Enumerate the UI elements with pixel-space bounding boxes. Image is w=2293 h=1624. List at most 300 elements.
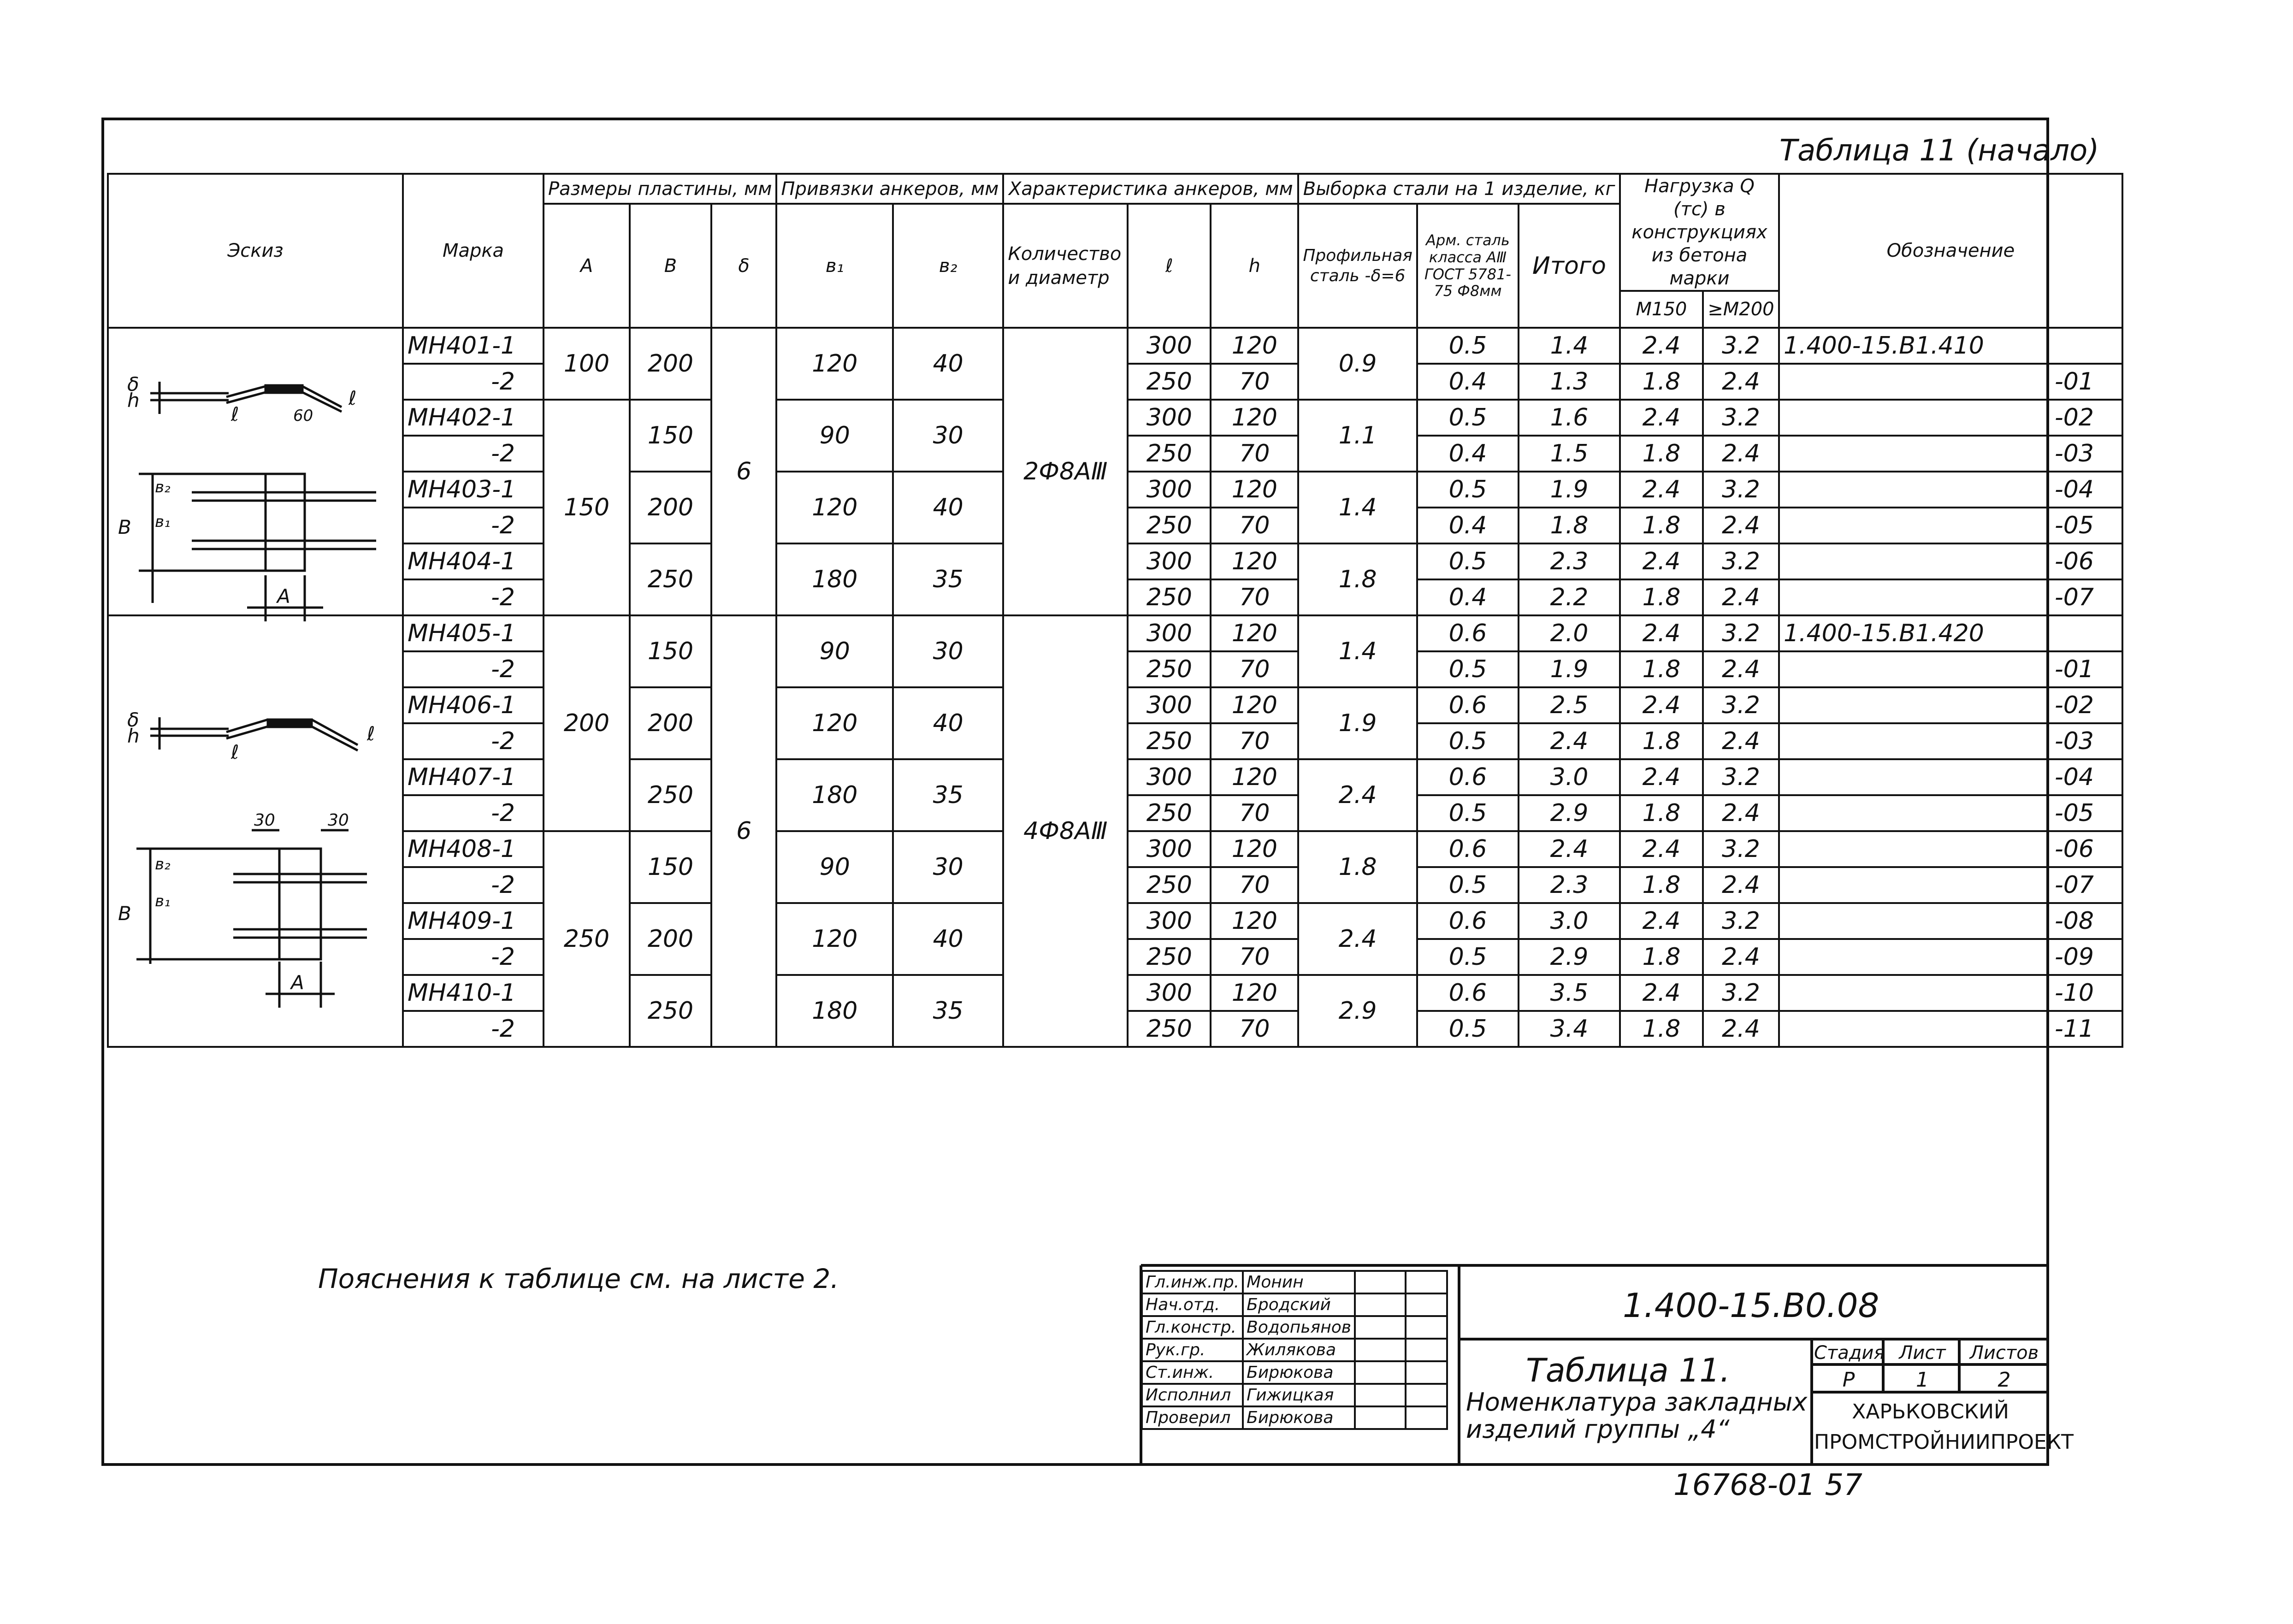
cell-designation: -01 [1779,651,2122,687]
header-A: А [544,204,630,328]
sketch2-b1-label: в₁ [155,892,171,910]
signature-row [1142,1361,1447,1384]
cell-l: 300 [1128,759,1211,795]
cell-m200: 3.2 [1703,472,1779,508]
cell-l: 300 [1128,615,1211,651]
cell-designation: -10 [1779,975,2122,1011]
cell-mark: -2 [403,364,544,400]
sheet-label: Лист [1899,1342,1946,1364]
cell-m200: 3.2 [1703,328,1779,364]
sketch2-B-label: В [118,902,131,925]
header-B: В [630,204,711,328]
cell-designation: -07 [1779,579,2122,615]
cell-m150: 1.8 [1620,867,1703,903]
cell-m150: 1.8 [1620,508,1703,543]
cell-designation: -03 [1779,723,2122,759]
cell-m200: 3.2 [1703,759,1779,795]
cell-mark: -2 [403,1011,544,1047]
cell-profile: 1.8 [1298,543,1417,615]
cell-armsteel: 0.5 [1417,795,1519,831]
cell-l: 250 [1128,651,1211,687]
header-l: ℓ [1128,204,1211,328]
cell-m200: 2.4 [1703,579,1779,615]
cell-b1: 120 [776,903,893,975]
cell-designation: -06 [1779,543,2122,579]
cell-armsteel: 0.4 [1417,508,1519,543]
cell-total: 3.5 [1519,975,1620,1011]
cell-m200: 2.4 [1703,651,1779,687]
cell-mark: МН410-1 [403,975,544,1011]
cell-h: 70 [1211,364,1298,400]
cell-m200: 2.4 [1703,867,1779,903]
sketch1-angle-label: 60 [293,407,313,425]
cell-profile: 1.4 [1298,615,1417,687]
cell-m200: 3.2 [1703,400,1779,436]
cell-b1: 120 [776,687,893,759]
cell-h: 120 [1211,472,1298,508]
cell-m150: 2.4 [1620,903,1703,939]
header-delta: δ [711,204,777,328]
cell-mark: -2 [403,651,544,687]
cell-l: 250 [1128,867,1211,903]
cell-mark: МН404-1 [403,543,544,579]
cell-A: 100 [544,328,630,400]
signature-name: Монин [1243,1271,1355,1293]
cell-b2: 35 [893,759,1003,831]
cell-designation: -01 [1779,364,2122,400]
header-designation: Обозначение [1779,174,2122,328]
cell-B: 200 [630,472,711,543]
cell-designation: -04 [1779,759,2122,795]
cell-anchors: 4Ф8АⅢ [1003,615,1128,1047]
cell-delta: 6 [711,615,777,1047]
cell-mark: -2 [403,795,544,831]
signature-date [1406,1271,1447,1293]
signature-role: Гл.инж.пр. [1142,1271,1243,1293]
cell-h: 120 [1211,903,1298,939]
cell-armsteel: 0.5 [1417,1011,1519,1047]
cell-m200: 3.2 [1703,975,1779,1011]
signature-name: Водопьянов [1243,1316,1355,1339]
cell-l: 300 [1128,831,1211,867]
cell-armsteel: 0.6 [1417,759,1519,795]
cell-h: 70 [1211,436,1298,472]
cell-m200: 2.4 [1703,939,1779,975]
signature-row [1142,1271,1447,1293]
cell-mark: -2 [403,579,544,615]
cell-l: 250 [1128,364,1211,400]
cell-armsteel: 0.4 [1417,364,1519,400]
cell-total: 3.0 [1519,759,1620,795]
cell-b2: 35 [893,543,1003,615]
signature-mark [1355,1339,1406,1361]
cell-h: 70 [1211,939,1298,975]
cell-designation: -04 [1779,472,2122,508]
cell-total: 2.3 [1519,867,1620,903]
cell-total: 3.0 [1519,903,1620,939]
sketch2-delta-label: δ [127,709,139,731]
cell-m150: 1.8 [1620,364,1703,400]
signature-block [1141,1270,1448,1430]
cell-l: 300 [1128,543,1211,579]
cell-total: 1.9 [1519,651,1620,687]
cell-designation: -08 [1779,903,2122,939]
cell-armsteel: 0.6 [1417,975,1519,1011]
cell-b2: 30 [893,615,1003,687]
cell-armsteel: 0.6 [1417,903,1519,939]
header-steel-group: Выборка стали на 1 изделие, кг [1298,174,1620,204]
cell-mark: -2 [403,508,544,543]
cell-mark: МН403-1 [403,472,544,508]
cell-m200: 2.4 [1703,436,1779,472]
organization [1814,1397,2074,1458]
cell-m150: 2.4 [1620,400,1703,436]
cell-total: 2.3 [1519,543,1620,579]
cell-mark: МН409-1 [403,903,544,939]
cell-m150: 1.8 [1620,651,1703,687]
cell-h: 120 [1211,687,1298,723]
sheet-value: 1 [1916,1368,1929,1392]
cell-designation: 1.400-15.В1.410 [1779,328,2122,364]
cell-m150: 2.4 [1620,472,1703,508]
cell-b1: 90 [776,831,893,903]
stage-label: Стадия [1814,1342,1885,1364]
cell-profile: 1.1 [1298,400,1417,472]
sheets-label: Листов [1969,1342,2039,1364]
cell-total: 1.4 [1519,328,1620,364]
cell-b2: 40 [893,687,1003,759]
cell-m150: 2.4 [1620,831,1703,867]
cell-total: 2.4 [1519,831,1620,867]
sketch2-b2-label: в₂ [155,855,171,874]
header-m200: ≥М200 [1703,291,1779,328]
header-m150: М150 [1620,291,1703,328]
cell-mark: -2 [403,723,544,759]
cell-l: 300 [1128,975,1211,1011]
cell-h: 120 [1211,975,1298,1011]
sketch2-A-label: А [291,971,304,994]
sheets-value: 2 [1998,1368,2011,1392]
cell-l: 300 [1128,687,1211,723]
cell-B: 250 [630,975,711,1047]
cell-l: 300 [1128,328,1211,364]
cell-designation: -05 [1779,795,2122,831]
cell-total: 1.5 [1519,436,1620,472]
cell-b2: 40 [893,328,1003,400]
cell-m200: 2.4 [1703,723,1779,759]
cell-b1: 90 [776,615,893,687]
cell-b1: 180 [776,543,893,615]
cell-total: 2.5 [1519,687,1620,723]
cell-b2: 30 [893,400,1003,472]
cell-m200: 2.4 [1703,795,1779,831]
signature-date [1406,1361,1447,1384]
signature-mark [1355,1316,1406,1339]
sketch1-l2-label: ℓ [349,387,357,409]
cell-designation: -02 [1779,687,2122,723]
cell-h: 70 [1211,795,1298,831]
signature-row [1142,1384,1447,1406]
cell-m200: 2.4 [1703,1011,1779,1047]
cell-m150: 1.8 [1620,436,1703,472]
cell-anchors: 2Ф8АⅢ [1003,328,1128,615]
signature-role: Исполнил [1142,1384,1243,1406]
cell-m150: 2.4 [1620,615,1703,651]
sheet-title [1466,1353,1807,1443]
cell-h: 70 [1211,508,1298,543]
cell-profile: 1.9 [1298,687,1417,759]
cell-armsteel: 0.5 [1417,651,1519,687]
cell-A: 150 [544,400,630,615]
cell-armsteel: 0.5 [1417,939,1519,975]
cell-total: 2.9 [1519,795,1620,831]
cell-armsteel: 0.5 [1417,328,1519,364]
signature-name: Жилякова [1243,1339,1355,1361]
cell-b2: 40 [893,472,1003,543]
signature-role: Нач.отд. [1142,1293,1243,1316]
cell-m200: 3.2 [1703,615,1779,651]
signature-name: Бирюкова [1243,1406,1355,1429]
cell-b2: 35 [893,975,1003,1047]
signature-row [1142,1339,1447,1361]
cell-l: 250 [1128,1011,1211,1047]
header-armsteel: Арм. сталь класса АⅢ ГОСТ 5781-75 Ф8мм [1417,204,1519,328]
sheet-title-line3: изделий группы „4“ [1466,1415,1730,1444]
signature-mark [1355,1271,1406,1293]
cell-b2: 30 [893,831,1003,903]
cell-B: 150 [630,400,711,472]
header-sketch: Эскиз [108,174,403,328]
cell-B: 200 [630,687,711,759]
header-load-group: Нагрузка Q (тс) в конструкциях из бетона марки [1620,174,1779,291]
cell-m200: 2.4 [1703,364,1779,400]
table-note: Пояснения к таблице см. на листе 2. [318,1263,839,1294]
cell-B: 200 [630,903,711,975]
header-b2: в₂ [893,204,1003,328]
cell-h: 120 [1211,615,1298,651]
signature-date [1406,1339,1447,1361]
cell-m150: 2.4 [1620,543,1703,579]
signature-role: Ст.инж. [1142,1361,1243,1384]
cell-armsteel: 0.5 [1417,543,1519,579]
cell-mark: МН402-1 [403,400,544,436]
document-number: 1.400-15.В0.08 [1623,1286,1879,1325]
cell-h: 120 [1211,759,1298,795]
cell-h: 70 [1211,867,1298,903]
cell-armsteel: 0.4 [1417,436,1519,472]
cell-mark: МН408-1 [403,831,544,867]
cell-mark: МН401-1 [403,328,544,364]
cell-total: 2.0 [1519,615,1620,651]
cell-A: 200 [544,615,630,831]
cell-h: 70 [1211,651,1298,687]
cell-m200: 3.2 [1703,543,1779,579]
cell-l: 300 [1128,903,1211,939]
cell-total: 1.9 [1519,472,1620,508]
sketch1-A-label: А [277,585,290,608]
table-caption: Таблица 11 (начало) [1779,134,2099,168]
cell-l: 250 [1128,795,1211,831]
cell-B: 150 [630,615,711,687]
cell-B: 200 [630,328,711,400]
cell-m200: 3.2 [1703,903,1779,939]
cell-m150: 1.8 [1620,1011,1703,1047]
signature-date [1406,1406,1447,1429]
header-qty: Количество и диаметр [1003,204,1128,328]
signature-mark [1355,1361,1406,1384]
signature-date [1406,1293,1447,1316]
cell-total: 3.4 [1519,1011,1620,1047]
signature-name: Бирюкова [1243,1361,1355,1384]
cell-B: 250 [630,543,711,615]
sketch2-l2-label: ℓ [367,722,375,745]
organization-line1: ХАРЬКОВСКИЙ [1852,1400,2009,1423]
signature-role: Проверил [1142,1406,1243,1429]
cell-armsteel: 0.5 [1417,400,1519,436]
cell-armsteel: 0.5 [1417,723,1519,759]
stage-value: Р [1842,1368,1855,1392]
cell-designation: -09 [1779,939,2122,975]
signature-mark [1355,1406,1406,1429]
sketch2-l-label: ℓ [231,741,239,763]
cell-B: 250 [630,759,711,831]
cell-profile: 1.8 [1298,831,1417,903]
cell-armsteel: 0.6 [1417,831,1519,867]
sketch1-B-label: В [118,516,131,538]
header-total: Итого [1519,204,1620,328]
cell-h: 120 [1211,543,1298,579]
cell-l: 300 [1128,472,1211,508]
organization-line2: ПРОМСТРОЙНИИПРОЕКТ [1814,1430,2074,1454]
cell-m200: 2.4 [1703,508,1779,543]
cell-B: 150 [630,831,711,903]
cell-profile: 1.4 [1298,472,1417,543]
sketch2-30a-label: 30 [254,811,275,830]
cell-mark: -2 [403,939,544,975]
cell-A: 250 [544,831,630,1047]
sheet-title-line1: Таблица 11. [1526,1352,1731,1389]
cell-h: 70 [1211,1011,1298,1047]
cell-m150: 1.8 [1620,939,1703,975]
header-profile: Профильная сталь -δ=6 [1298,204,1417,328]
cell-m150: 2.4 [1620,687,1703,723]
signature-date [1406,1384,1447,1406]
cell-b1: 90 [776,400,893,472]
signature-name: Гижицкая [1243,1384,1355,1406]
cell-l: 250 [1128,579,1211,615]
sketch1-b1-label: в₁ [155,513,171,531]
cell-total: 1.6 [1519,400,1620,436]
cell-total: 2.2 [1519,579,1620,615]
cell-profile: 2.4 [1298,759,1417,831]
cell-m150: 2.4 [1620,759,1703,795]
cell-h: 120 [1211,400,1298,436]
cell-designation: -05 [1779,508,2122,543]
header-h: h [1211,204,1298,328]
cell-total: 1.8 [1519,508,1620,543]
cell-designation: -06 [1779,831,2122,867]
cell-armsteel: 0.5 [1417,472,1519,508]
sketch1-b2-label: в₂ [155,478,171,496]
signature-row [1142,1293,1447,1316]
cell-l: 250 [1128,939,1211,975]
header-mark: Марка [403,174,544,328]
cell-armsteel: 0.6 [1417,615,1519,651]
cell-total: 2.9 [1519,939,1620,975]
cell-b1: 120 [776,472,893,543]
sheet-title-line2: Номенклатура закладных [1466,1388,1808,1417]
cell-l: 250 [1128,723,1211,759]
cell-h: 120 [1211,328,1298,364]
sketch2-h-label: h [127,725,140,747]
cell-l: 250 [1128,508,1211,543]
header-anchor-ref-group: Привязки анкеров, мм [776,174,1003,204]
cell-m200: 3.2 [1703,831,1779,867]
cell-h: 70 [1211,723,1298,759]
cell-h: 70 [1211,579,1298,615]
cell-m150: 2.4 [1620,975,1703,1011]
cell-mark: МН405-1 [403,615,544,651]
cell-total: 1.3 [1519,364,1620,400]
cell-m150: 2.4 [1620,328,1703,364]
signature-name: Бродский [1243,1293,1355,1316]
cell-designation: -11 [1779,1011,2122,1047]
signature-row [1142,1316,1447,1339]
cell-l: 250 [1128,436,1211,472]
cell-mark: МН406-1 [403,687,544,723]
cell-designation: -02 [1779,400,2122,436]
cell-m150: 1.8 [1620,579,1703,615]
cell-armsteel: 0.5 [1417,867,1519,903]
signature-date [1406,1316,1447,1339]
cell-h: 120 [1211,831,1298,867]
cell-mark: -2 [403,867,544,903]
cell-designation: -07 [1779,867,2122,903]
signature-role: Рук.гр. [1142,1339,1243,1361]
cell-designation: 1.400-15.В1.420 [1779,615,2122,651]
cell-b2: 40 [893,903,1003,975]
header-b1: в₁ [776,204,893,328]
cell-b1: 120 [776,328,893,400]
signature-mark [1355,1293,1406,1316]
sketch1-h-label: h [127,389,140,412]
cell-profile: 0.9 [1298,328,1417,400]
cell-designation: -03 [1779,436,2122,472]
sketch2-30b-label: 30 [328,811,349,830]
cell-l: 300 [1128,400,1211,436]
header-anchor-char-group: Характеристика анкеров, мм [1003,174,1298,204]
footer-number: 16768-01 57 [1673,1468,1862,1502]
cell-armsteel: 0.4 [1417,579,1519,615]
cell-armsteel: 0.6 [1417,687,1519,723]
cell-m200: 3.2 [1703,687,1779,723]
sketch1-delta-label: δ [127,373,139,396]
cell-mark: МН407-1 [403,759,544,795]
cell-delta: 6 [711,328,777,615]
signature-role: Гл.констр. [1142,1316,1243,1339]
cell-m150: 1.8 [1620,723,1703,759]
signature-row [1142,1406,1447,1429]
cell-b1: 180 [776,975,893,1047]
cell-mark: -2 [403,436,544,472]
cell-profile: 2.9 [1298,975,1417,1047]
cell-b1: 180 [776,759,893,831]
sketch1-l-label: ℓ [231,403,239,425]
header-plate-group: Размеры пластины, мм [544,174,776,204]
cell-profile: 2.4 [1298,903,1417,975]
signature-mark [1355,1384,1406,1406]
cell-m150: 1.8 [1620,795,1703,831]
